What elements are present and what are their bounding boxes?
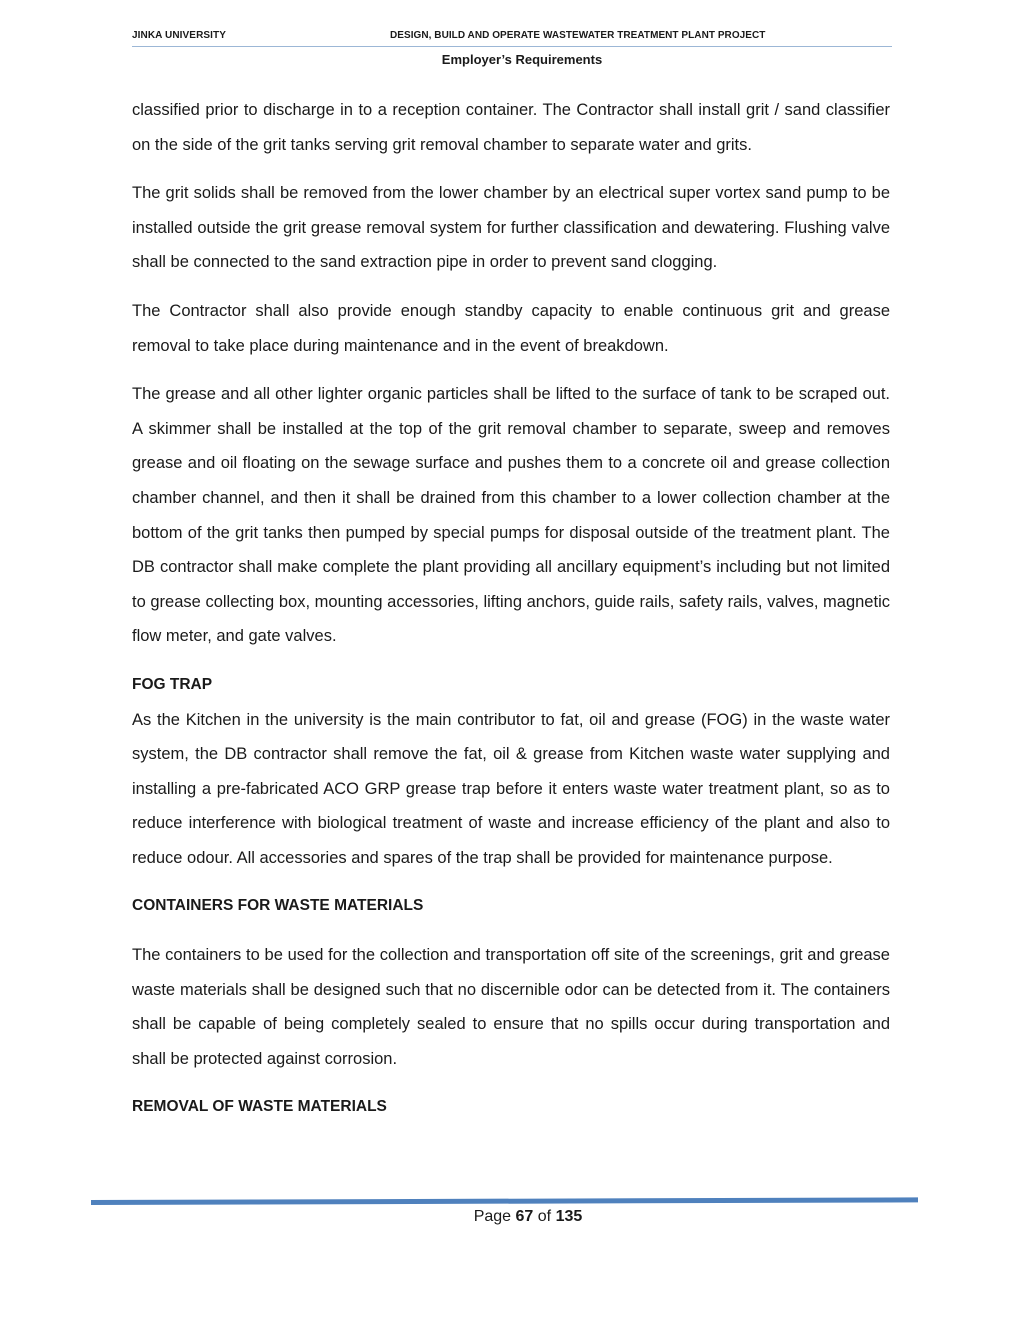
section-heading-fog-trap: FOG TRAP [132, 675, 213, 693]
header-divider [132, 46, 892, 47]
of-label: of [537, 1208, 552, 1225]
page-header [132, 28, 892, 68]
total-pages: 135 [555, 1208, 583, 1225]
paragraph: The grit solids shall be removed from the lower chamber by an electrical super vortex sand pump to be installed outside the grit grease removal system for further classification and dewatering. Flushing valve shall be connected to the sand extraction pipe in order to prevent sand clogging. [132, 184, 890, 272]
section-heading-containers: CONTAINERS FOR WASTE MATERIALS [132, 897, 424, 915]
paragraph: The containers to be used for the collection and transportation off site of the screenings, grit and grease waste materials shall be designed such that no discernible odor can be detected from it. The containers shall be capable of being completely sealed to ensure that no spills occur during transportation and shall be protected against corrosion. [132, 946, 890, 1068]
paragraph: The Contractor shall also provide enough standby capacity to enable continuous grit and grease removal to take place during maintenance and in the event of breakdown. [132, 301, 890, 355]
header-institution: JINKA UNIVERSITY [132, 30, 227, 41]
header-subtitle: Employer’s Requirements [441, 52, 603, 67]
footer-divider [91, 1197, 918, 1205]
section-heading-removal: REMOVAL OF WASTE MATERIALS [132, 1098, 387, 1116]
document-body [132, 93, 890, 1125]
page-number: 67 [515, 1208, 534, 1225]
header-project-title: DESIGN, BUILD AND OPERATE WASTEWATER TREATMENT PLANT PROJECT [390, 30, 766, 41]
page-footer [0, 1208, 1024, 1226]
paragraph: The grease and all other lighter organic particles shall be lifted to the surface of tank to be scraped out. A skimmer shall be installed at the top of the grit removal chamber to separate, sweep and removes grease and oil floating on the sewage surface and pushes them to a concrete oil and grease collection chamber channel, and then it shall be drained from this chamber to a lower collection chamber at the bottom of the grit tanks then pumped by special pumps for disposal outside of the treatment plant. The DB contractor shall make complete the plant providing all ancillary equipment’s including but not limited to grease collecting box, mounting accessories, lifting anchors, guide rails, safety rails, valves, magnetic flow meter, and gate valves. [132, 385, 890, 646]
page-label: Page [473, 1208, 512, 1225]
paragraph: classified prior to discharge in to a reception container. The Contractor shall install grit / sand classifier on the side of the grit tanks serving grit removal chamber to separate water and grits. [132, 101, 890, 154]
paragraph: As the Kitchen in the university is the main contributor to fat, oil and grease (FOG) in the waste water system, the DB contractor shall remove the fat, oil & grease from Kitchen waste water supplying and installing a pre-fabricated ACO GRP grease trap before it enters waste water treatment plant, so as to reduce interference with biological treatment of waste and increase efficiency of the plant and also to reduce odour. All accessories and spares of the trap shall be provided for maintenance purpose. [132, 710, 890, 867]
